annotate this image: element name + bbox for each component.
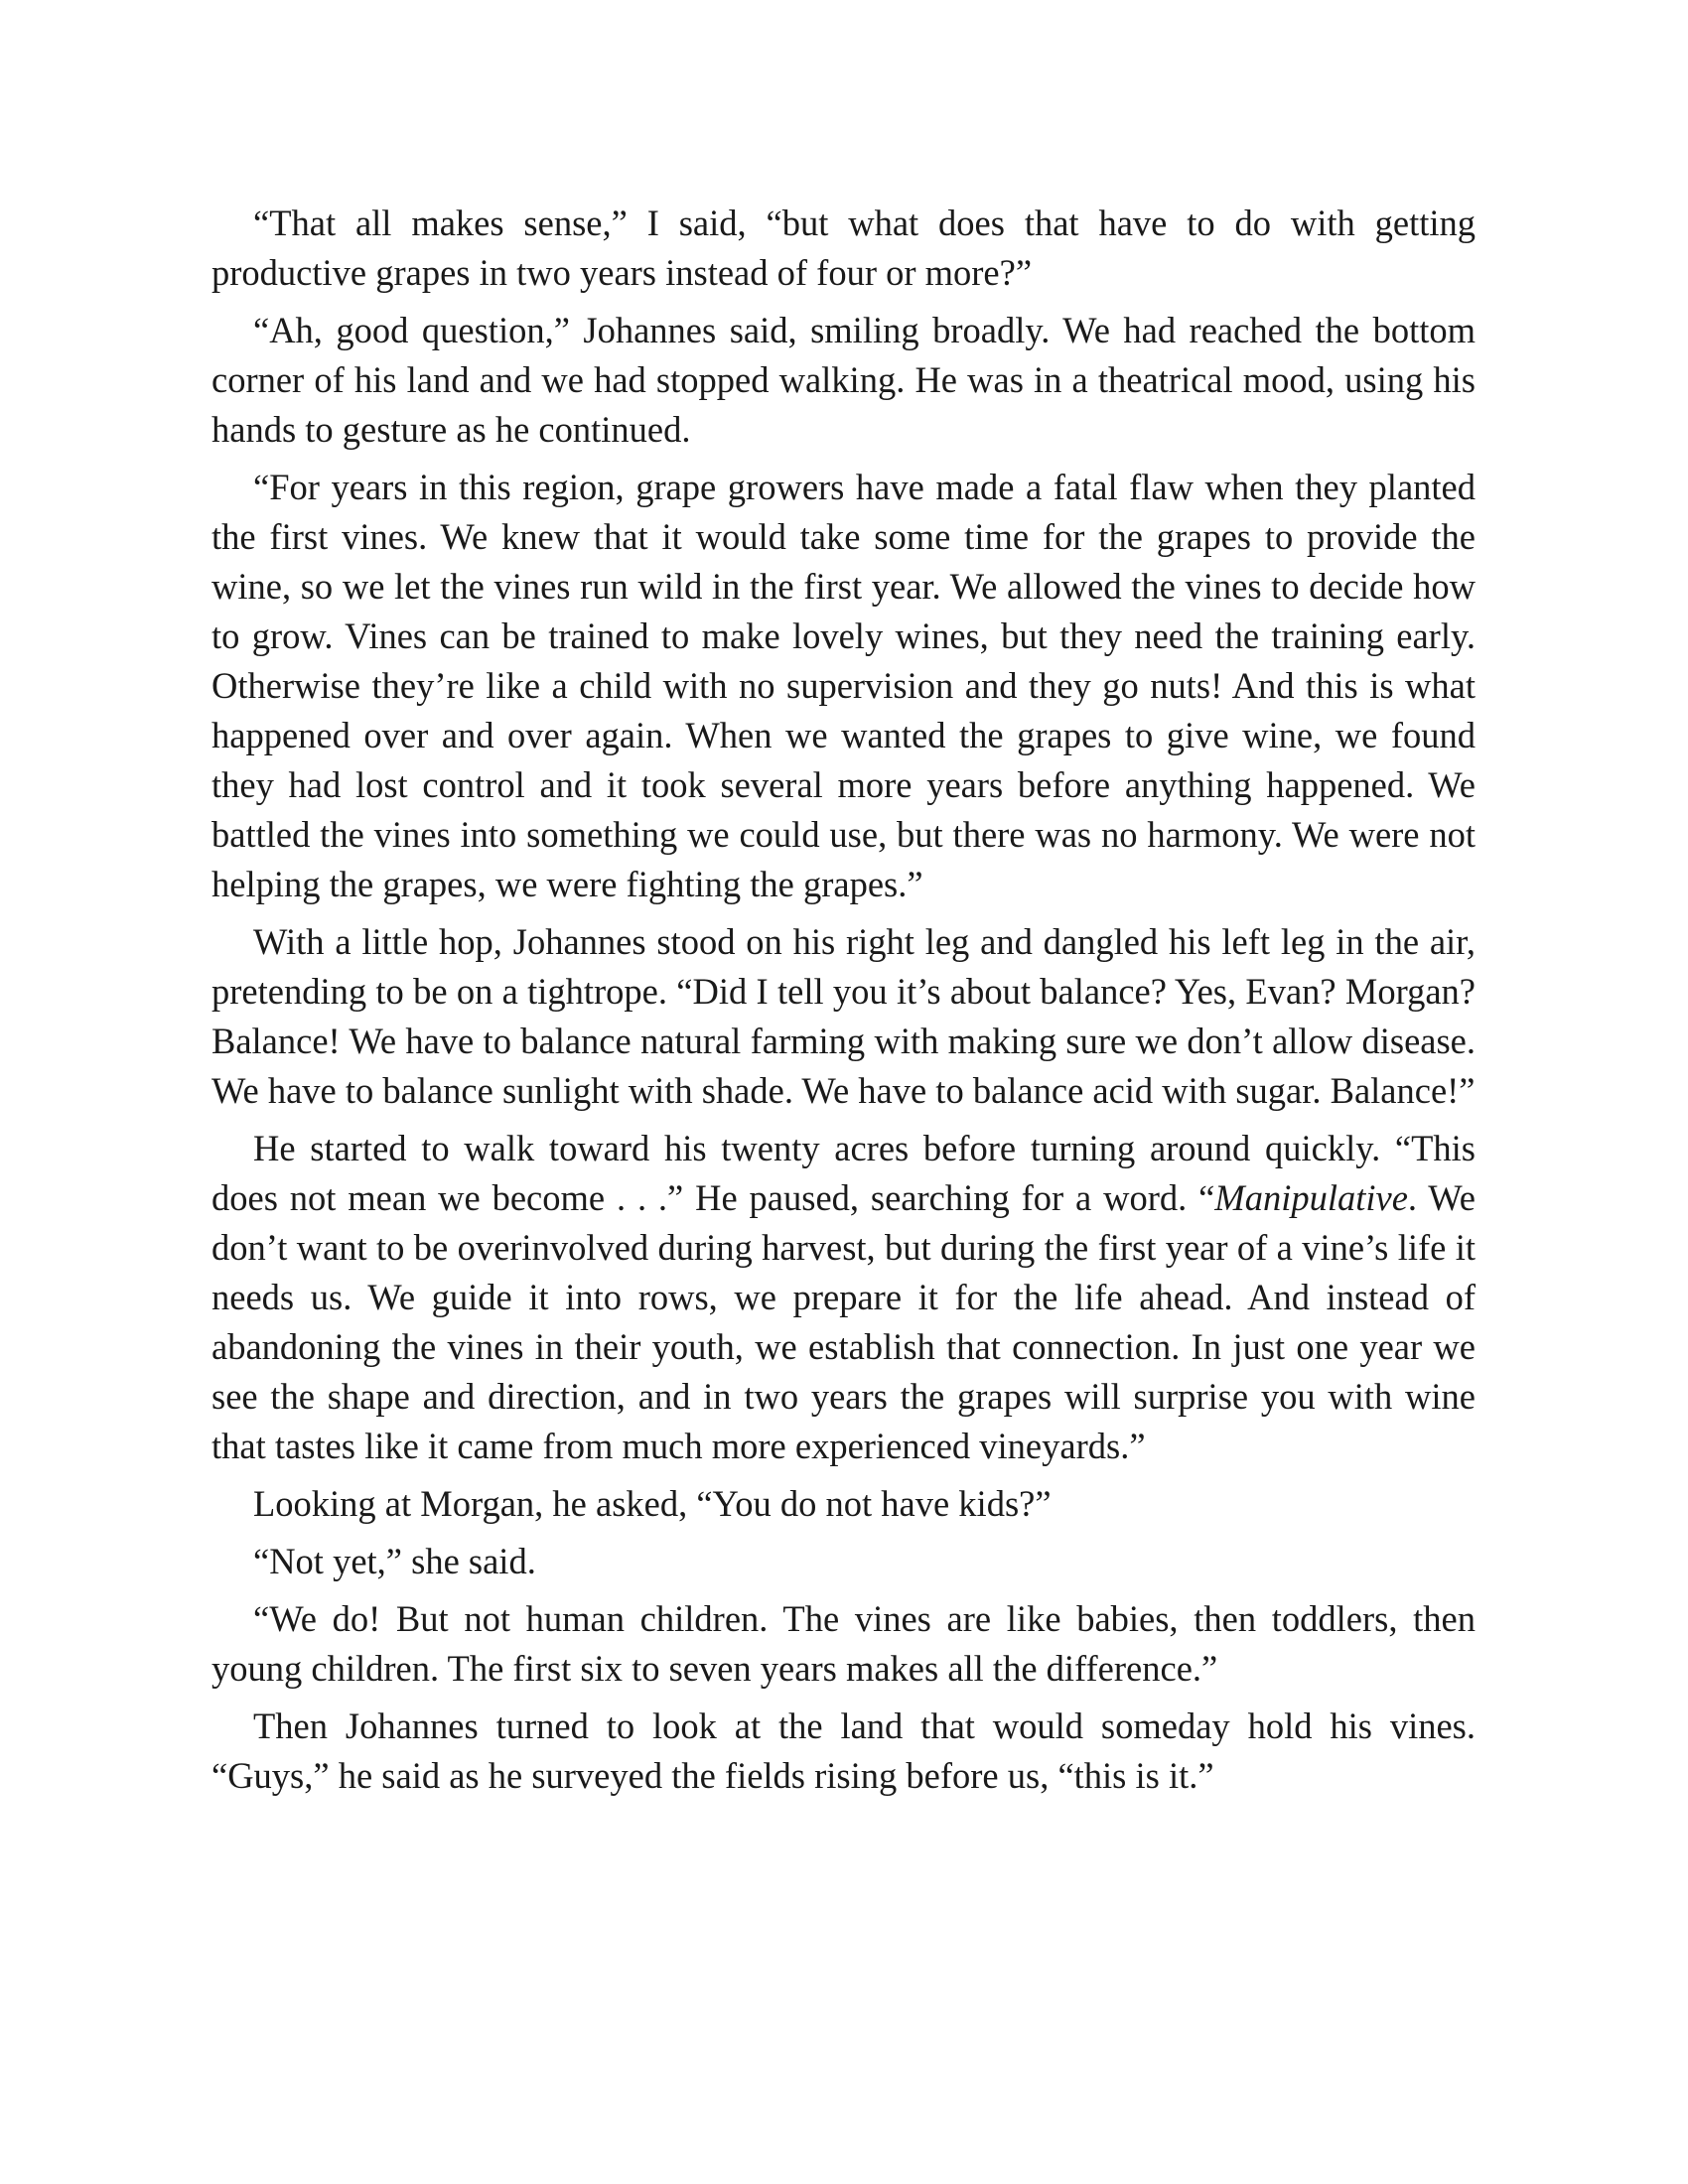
paragraph-8: “We do! But not human children. The vines are like babies, then toddlers, then young children. The first six to seven years makes all the difference.” [211, 1598, 1476, 1689]
paragraph-5-after: . We don’t want to be overinvolved during harvest, but during the first year of a vine’s life it needs us. We guide it into rows, we prepare it for the life ahead. And instead of abandoning the vines in their youth, we establish that connection. In just one year we see the shape and direction, and in two years the grapes will surprise you with wine that tastes like it came from much more experienced vineyards.” [211, 1177, 1476, 1466]
paragraph-5 [211, 1124, 1476, 1471]
paragraph-2: “Ah, good question,” Johannes said, smiling broadly. We had reached the bottom corner of his land and we had stopped walking. He was in a theatrical mood, using his hands to gesture as he continued. [211, 310, 1476, 450]
paragraph-5-italic-word: Manipulative [1214, 1177, 1408, 1218]
paragraph-7: “Not yet,” she said. [253, 1541, 536, 1581]
paragraph-6: Looking at Morgan, he asked, “You do not have kids?” [253, 1483, 1052, 1524]
paragraph-4: With a little hop, Johannes stood on his right leg and dangled his left leg in the air, pretending to be on a tightrope. “Did I tell you it’s about balance? Yes, Evan? Morgan? Balance! We have to balance natural farming with making sure we don’t allow disease. We have to balance sunlight with shade. We have to balance acid with sugar. Balance!” [211, 921, 1476, 1111]
paragraph-5-before: He started to walk toward his twenty acres before turning around quickly. “This does not mean we become . . .” He paused, searching for a word. “ [211, 1128, 1476, 1218]
paragraph-9: Then Johannes turned to look at the land that would someday hold his vines. “Guys,” he said as he surveyed the fields rising before us, “this is it.” [211, 1706, 1476, 1796]
paragraph-3: “For years in this region, grape growers have made a fatal flaw when they planted the first vines. We knew that it would take some time for the grapes to provide the wine, so we let the vines run wild in the first year. We allowed the vines to decide how to grow. Vines can be trained to make lovely wines, but they need the training early. Otherwise they’re like a child with no supervision and they go nuts! And this is what happened over and over again. When we wanted the grapes to give wine, we found they had lost control and it took several more years before anything happened. We battled the vines into something we could use, but there was no harmony. We were not helping the grapes, we were fighting the grapes.” [211, 467, 1476, 904]
page-body [211, 199, 1476, 1809]
paragraph-1: “That all makes sense,” I said, “but what does that have to do with getting productive grapes in two years instead of four or more?” [211, 203, 1476, 293]
